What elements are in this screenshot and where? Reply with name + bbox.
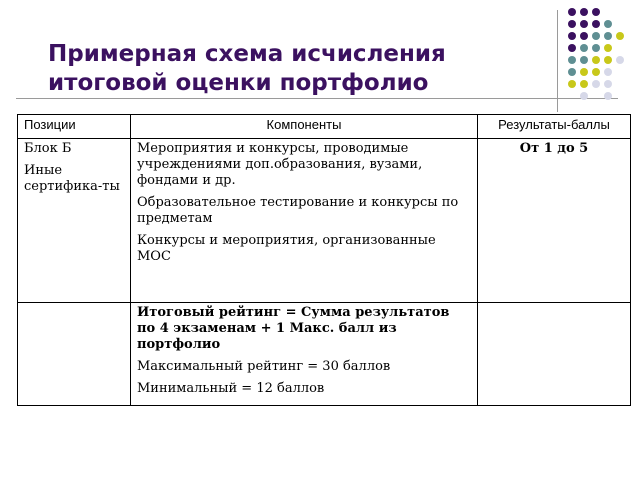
rating-min: Минимальный = 12 баллов xyxy=(137,381,325,396)
decor-dot xyxy=(592,8,600,16)
cell-result-empty xyxy=(478,303,631,406)
decor-dot xyxy=(592,32,600,40)
position-block-label: Блок Б xyxy=(24,141,72,156)
rating-max: Максимальный рейтинг = 30 баллов xyxy=(137,359,391,374)
decor-dot xyxy=(580,92,588,100)
cell-rating xyxy=(131,303,478,406)
decor-dot xyxy=(604,56,612,64)
table-header-row xyxy=(18,115,631,139)
cell-position xyxy=(18,139,131,303)
decor-dot xyxy=(580,56,588,64)
decor-dot xyxy=(568,20,576,28)
decor-dot xyxy=(568,32,576,40)
table-row xyxy=(18,139,631,303)
component-item: Мероприятия и конкурсы, проводимые учреждениями доп.образования, вузами, фондами и др. xyxy=(137,141,423,188)
decor-dot xyxy=(580,20,588,28)
decor-dot xyxy=(592,80,600,88)
decor-dot xyxy=(580,32,588,40)
decor-dot xyxy=(580,8,588,16)
decor-dot xyxy=(592,68,600,76)
cell-position-empty xyxy=(18,303,131,406)
decor-dot xyxy=(568,44,576,52)
decor-vertical-line xyxy=(557,10,558,112)
decor-dot xyxy=(568,56,576,64)
component-item: Образовательное тестирование и конкурсы по предметам xyxy=(137,195,459,226)
decor-dot xyxy=(568,80,576,88)
rating-formula: Итоговый рейтинг = Сумма результатов по 4 экзаменам + 1 Макс. балл из портфолио xyxy=(137,305,450,352)
table-row xyxy=(18,303,631,406)
decor-dot xyxy=(604,68,612,76)
decor-dots-pattern xyxy=(568,8,632,104)
decor-dot xyxy=(616,32,624,40)
header-positions: Позиции xyxy=(18,115,131,139)
scheme-table xyxy=(17,114,631,406)
decor-dot xyxy=(568,8,576,16)
decor-dot xyxy=(616,56,624,64)
position-certificates-label: Иные сертифика-ты xyxy=(24,163,120,194)
decor-dot xyxy=(592,20,600,28)
decor-dot xyxy=(580,44,588,52)
decor-dot xyxy=(604,80,612,88)
header-components: Компоненты xyxy=(131,115,478,139)
decor-dot xyxy=(604,32,612,40)
decor-dot xyxy=(592,56,600,64)
decor-dot xyxy=(592,44,600,52)
decor-dot xyxy=(580,80,588,88)
decor-horizontal-line xyxy=(16,98,618,99)
component-item: Конкурсы и мероприятия, организованные МОС xyxy=(137,233,436,264)
slide-title: Примерная схема исчисления итоговой оценки портфолио xyxy=(48,41,446,96)
decor-dot xyxy=(604,92,612,100)
decor-dot xyxy=(580,68,588,76)
decor-dot xyxy=(604,44,612,52)
header-results: Результаты-баллы xyxy=(478,115,631,139)
decor-dot xyxy=(568,68,576,76)
cell-result: От 1 до 5 xyxy=(478,139,631,303)
cell-components xyxy=(131,139,478,303)
decor-dot xyxy=(604,20,612,28)
